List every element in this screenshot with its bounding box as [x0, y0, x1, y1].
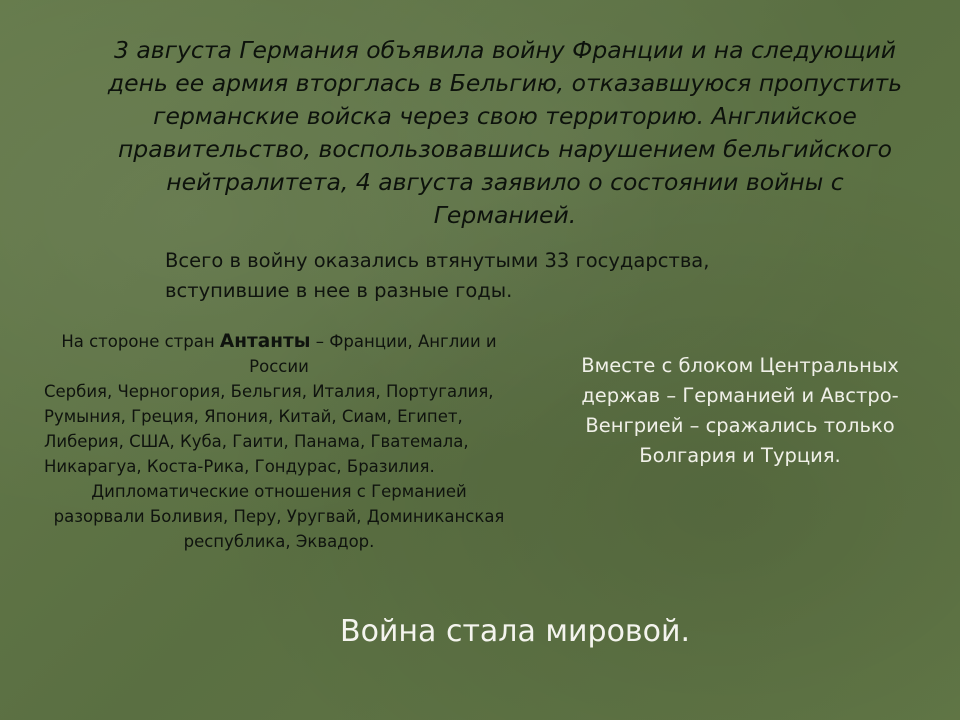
entente-heading-prefix: На стороне стран [61, 332, 220, 351]
entente-block [44, 329, 524, 554]
entente-diplomatic: Дипломатические отношения с Германией разорвали Боливия, Перу, Уругвай, Доминиканская республика, Эквадор. [53, 482, 505, 551]
entente-heading-suffix: – Франции, Англии и России [249, 332, 497, 376]
central-powers-paragraph: Вместе с блоком Центральных держав – Германией и Австро-Венгрией – сражались только Болгария и Турция. [581, 354, 899, 467]
total-states-paragraph: Всего в войну оказались втянутыми 33 государства, вступившие в нее в разные годы. [165, 249, 710, 302]
intro-paragraph: 3 августа Германия объявила войну Франции и на следующий день ее армия вторглась в Бельгию, отказавшуюся пропустить германские войска через свою территорию. Английское правительство, воспользовавшись нарушением бельгийского нейтралитета, 4 августа заявило о состоянии войны с Германией. [107, 36, 903, 229]
entente-countries: Сербия, Черногория, Бельгия, Италия, Португалия, Румыния, Греция, Япония, Китай, Сиам, Египет, Либерия, США, Куба, Гаити, Панама, Гватемала, Никарагуа, Коста-Рика, Гондурас, Бразилия. [44, 382, 494, 476]
conclusion-text: Война стала мировой. [339, 614, 690, 649]
entente-heading [44, 329, 514, 379]
entente-name: Антанты [219, 331, 311, 352]
